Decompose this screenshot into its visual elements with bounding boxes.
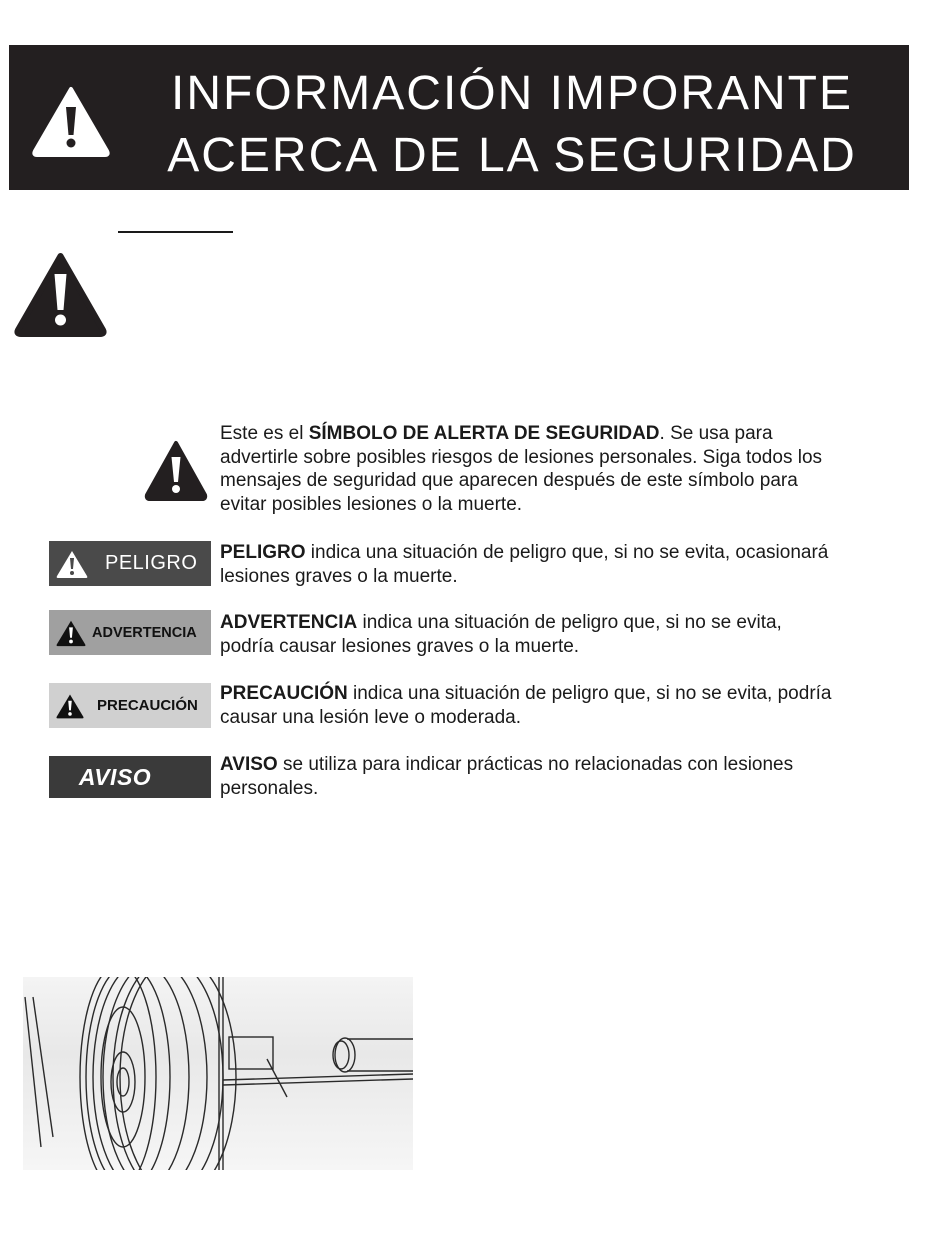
title-line-1: INFORMACIÓN IMPORANTE [170,67,853,120]
caution-label [49,683,211,728]
warning-triangle-icon [14,252,107,338]
title-line-2: ACERCA DE LA SEGURIDAD [167,129,857,182]
notice-label [49,756,211,798]
caution-term: PRECAUCIÓN [220,683,348,704]
caution-label-text: PRECAUCIÓN [97,697,198,714]
page-title [127,63,897,187]
danger-label-text: PELIGRO [105,552,198,574]
notice-term: AVISO [220,754,278,775]
warning-triangle-icon [55,549,89,579]
warning-label [49,610,211,655]
alert-symbol-term: SÍMBOLO DE ALERTA DE SEGURIDAD [308,423,660,444]
danger-label [49,541,211,586]
warning-triangle-icon [31,85,111,157]
header-banner [9,45,909,190]
decal-location-illustration [23,977,413,1170]
warning-term: ADVERTENCIA [220,612,358,633]
notice-paragraph: AVISO se utiliza para indicar prácticas no relacionadas con lesiones personales. [220,754,794,799]
warning-paragraph: ADVERTENCIA indica una situación de peligro que, si no se evita, podría causar lesiones graves o la muerte. [220,612,782,657]
notice-label-text: AVISO [78,763,152,790]
machine-drawing [23,977,413,1170]
warning-label-text: ADVERTENCIA [92,624,197,641]
danger-paragraph: PELIGRO indica una situación de peligro que, si no se evita, ocasionará lesiones graves o la muerte. [220,542,829,587]
warning-triangle-icon [55,692,85,720]
alert-symbol-paragraph: Este es el SÍMBOLO DE ALERTA DE SEGURIDAD. Se usa para advertirle sobre posibles riesgos de lesiones personales. Siga todos los mensajes de seguridad que aparecen después de este símbolo para evitar posibles lesiones o la muerte. [220,423,823,515]
warning-triangle-icon [144,440,208,502]
caution-paragraph: PRECAUCIÓN indica una situación de peligro que, si no se evita, podría causar una lesión leve o moderada. [220,683,832,728]
danger-term: PELIGRO [220,542,306,563]
underline-rule [118,231,233,233]
warning-triangle-icon [55,618,87,648]
